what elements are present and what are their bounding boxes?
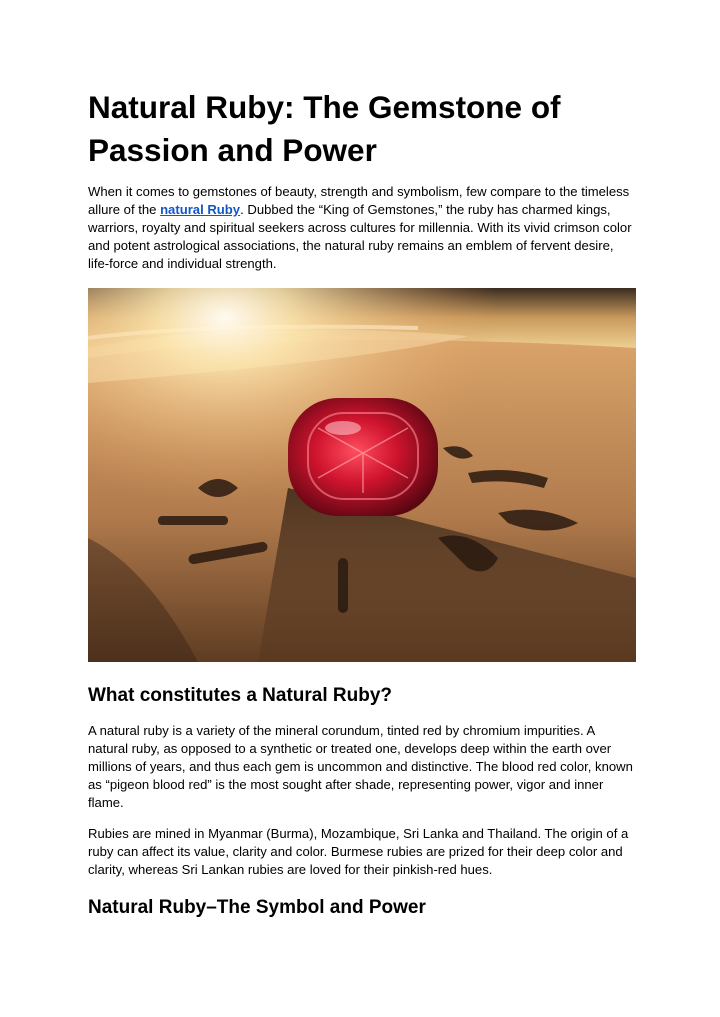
section1-paragraph-2: Rubies are mined in Myanmar (Burma), Mozambique, Sri Lanka and Thailand. The origin of a ruby can affect its value, clarity and color. Burmese rubies are prized for their deep color and clarity, whereas Sri Lankan rubies are loved for their pinkish-red hues. — [88, 826, 629, 877]
ruby-hero-image — [88, 288, 636, 662]
page-title — [88, 86, 636, 172]
intro-text-start: When it comes to gemstones of beauty, strength and symbolism, few compare to the timeless allure of the — [88, 184, 630, 217]
natural-ruby-link[interactable]: natural Ruby — [160, 202, 241, 217]
section-heading-symbol-power: Natural Ruby–The Symbol and Power — [88, 897, 426, 918]
section1-paragraph-1: A natural ruby is a variety of the mineral corundum, tinted red by chromium impurities. A natural ruby, as opposed to a synthetic or treated one, develops deep within the earth over millions of years, and thus each gem is uncommon and distinctive. The blood red color, known as “pigeon blood red” is the most sought after shade, representing power, vigor and inner flame. — [88, 723, 633, 810]
section-heading-what-constitutes: What constitutes a Natural Ruby? — [88, 685, 393, 706]
ruby-gem — [288, 398, 438, 516]
title-line-2: Passion and Power — [88, 132, 377, 168]
ruby-illustration — [88, 288, 636, 662]
title-line-1: Natural Ruby: The Gemstone of — [88, 89, 561, 125]
intro-paragraph — [88, 183, 636, 273]
intro-text-end: . Dubbed the “King of Gemstones,” the ruby has charmed kings, warriors, royalty and spiritual seekers across cultures for millennia. With its vivid crimson color and potent astrological associations, the natural ruby remains an emblem of fervent desire, life-force and individual strength. — [88, 202, 632, 271]
